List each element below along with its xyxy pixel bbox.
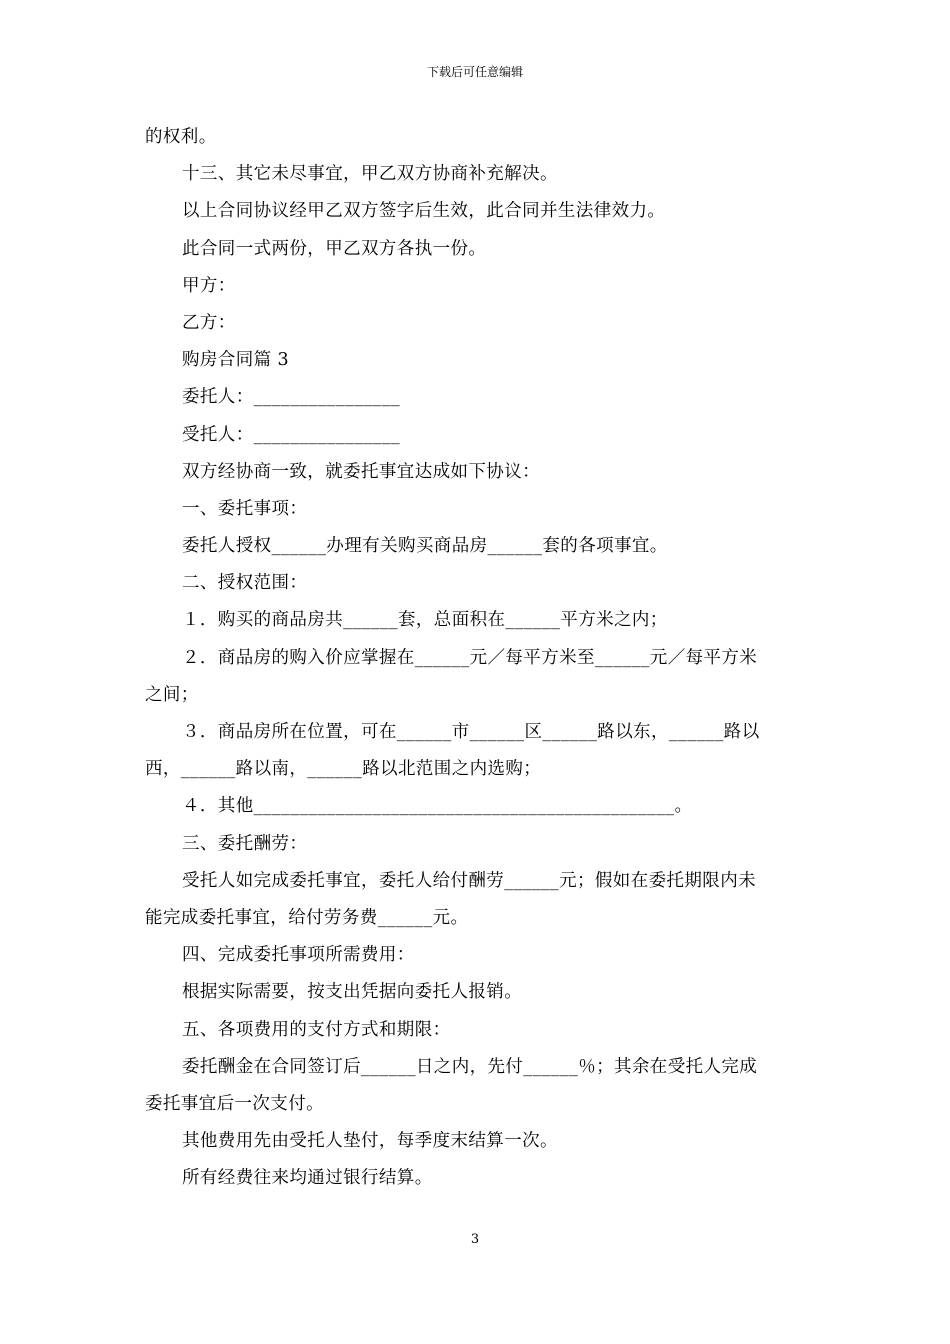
party-b-label: 乙方： (182, 312, 236, 333)
page-header: 下载后可任意编辑 (426, 65, 523, 79)
paragraph-continuation: 委托事宜后一次支付。 (145, 1093, 324, 1114)
paragraph: 受托人如完成委托事宜，委托人给付酬劳______元；假如在委托期限内未 (182, 870, 756, 891)
document-body (145, 119, 807, 1197)
paragraph: 根据实际需要，按支出凭据向委托人报销。 (182, 982, 523, 1003)
clause-heading: 三、委托酬劳： (182, 833, 308, 854)
paragraph-continuation: 能完成委托事宜，给付劳务费______元。 (145, 907, 469, 928)
paragraph: 此合同一式两份，甲乙双方各执一份。 (182, 238, 487, 259)
party-a-label: 甲方： (182, 275, 236, 296)
list-item-continuation: 西，______路以南，______路以北范围之内选购； (145, 759, 542, 780)
clause-heading: 二、授权范围： (182, 573, 308, 594)
paragraph: 十三、其它未尽事宜，甲乙双方协商补充解决。 (182, 164, 558, 185)
agent-field: 受托人：________________ (182, 424, 400, 445)
list-item: ３．商品房所在位置，可在______市______区______路以东，______路以 (182, 722, 760, 742)
clause-heading: 五、各项费用的支付方式和期限： (182, 1019, 451, 1040)
paragraph: 委托人授权______办理有关购买商品房______套的各项事宜。 (182, 536, 668, 557)
list-item: ２．商品房的购入价应掌握在______元／每平方米至______元／每平方米 (182, 647, 758, 668)
paragraph: 的权利。 (145, 127, 217, 147)
paragraph: 以上合同协议经甲乙双方签字后生效，此合同并生法律效力。 (182, 201, 666, 222)
list-item: １．购买的商品房共______套，总面积在______平方米之内； (182, 610, 668, 631)
paragraph: 委托酬金在合同签订后______日之内，先付______％；其余在受托人完成 (182, 1056, 758, 1077)
list-item-continuation: 之间； (145, 684, 199, 705)
paragraph: 其他费用先由受托人垫付，每季度末结算一次。 (182, 1131, 558, 1152)
list-item: ４．其他______________________________________________。 (182, 796, 693, 817)
principal-field: 委托人：________________ (182, 387, 400, 408)
paragraph: 所有经费往来均通过银行结算。 (182, 1168, 433, 1189)
section-title: 购房合同篇 3 (182, 350, 289, 371)
paragraph: 双方经协商一致，就委托事宜达成如下协议： (182, 461, 540, 482)
clause-heading: 四、完成委托事项所需费用： (182, 945, 415, 966)
clause-heading: 一、委托事项： (182, 498, 308, 519)
page-number: 3 (470, 1232, 480, 1247)
